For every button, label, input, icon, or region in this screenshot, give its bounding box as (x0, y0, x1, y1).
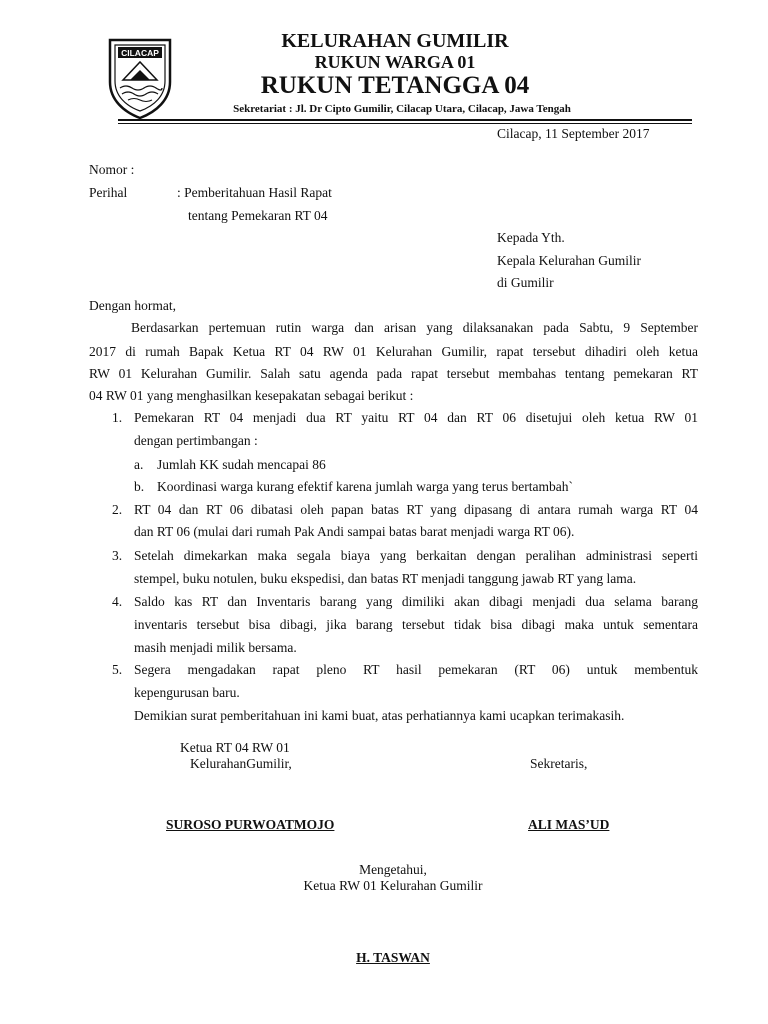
list-item-number: 2. (112, 502, 123, 517)
closing-sentence: Demikian surat pemberitahuan ini kami buat, atas perhatiannya kami ucapkan terimakasih. (134, 708, 625, 723)
intro-line-1: Berdasarkan pertemuan rutin warga dan arisan yang dilaksanakan pada Sabtu, 9 September (131, 320, 698, 335)
rt-chair-title-2: KelurahanGumilir, (190, 756, 292, 771)
letter-date: Cilacap, 11 September 2017 (497, 126, 650, 141)
intro-line-4: 04 RW 01 yang menghasilkan kesepakatan sebagai berikut : (89, 388, 414, 403)
letterhead-line-2: RUKUN WARGA 01 (314, 52, 476, 72)
acknowledgement-line-1: Mengetahui, (359, 862, 427, 877)
salutation: Dengan hormat, (89, 298, 176, 313)
sub-item-letter: b. (134, 479, 145, 494)
list-item-number: 4. (112, 594, 123, 609)
perihal-line-2: tentang Pemekaran RT 04 (188, 208, 328, 223)
list-item-line: Pemekaran RT 04 menjadi dua RT yaitu RT 04 dan RT 06 disetujui oleh ketua RW 01 (134, 410, 698, 425)
sub-item-text: Jumlah KK sudah mencapai 86 (157, 457, 326, 472)
sub-item-text: Koordinasi warga kurang efektif karena jumlah warga yang terus bertambah` (157, 479, 573, 494)
secretary-title: Sekretaris, (530, 756, 588, 771)
rt-chair-title-1: Ketua RT 04 RW 01 (180, 740, 290, 755)
recipient-line-2: Kepala Kelurahan Gumilir (497, 253, 641, 268)
list-item-line: stempel, buku notulen, buku ekspedisi, dan batas RT menjadi tanggung jawab RT yang lama. (134, 571, 637, 586)
recipient-line-1: Kepada Yth. (497, 230, 565, 245)
sub-item-letter: a. (134, 457, 144, 472)
list-item-line: Segera mengadakan rapat pleno RT hasil pemekaran (RT 06) untuk membentuk (134, 662, 698, 677)
header-rule-thin (118, 123, 692, 124)
perihal-line-1: : Pemberitahuan Hasil Rapat (177, 185, 332, 200)
nomor-label: Nomor : (89, 162, 135, 177)
intro-line-2: 2017 di rumah Bapak Ketua RT 04 RW 01 Kelurahan Gumilir, rapat tersebut dihadiri oleh ketua (89, 344, 698, 359)
list-item-number: 5. (112, 662, 123, 677)
list-item-line: kepengurusan baru. (134, 685, 240, 700)
list-item-number: 3. (112, 548, 123, 563)
rw-chair-name: H. TASWAN (356, 950, 430, 965)
list-item-line: inventaris tersebut bisa dibagi, jika barang tersebut tidak bisa dibagi maka untuk sementara (134, 617, 698, 632)
list-item-line: Setelah dimekarkan maka segala biaya yang berkaitan dengan peralihan administrasi seperti (134, 548, 698, 563)
logo-text: CILACAP (121, 48, 159, 58)
list-item-line: RT 04 dan RT 06 dibatasi oleh papan batas RT yang dipasang di antara rumah warga RT 04 (134, 502, 698, 517)
list-item-line: dan RT 06 (mulai dari rumah Pak Andi sampai batas barat menjadi warga RT 06). (134, 524, 575, 539)
acknowledgement-line-2: Ketua RW 01 Kelurahan Gumilir (303, 878, 483, 893)
list-item-line: Saldo kas RT dan Inventaris barang yang dimiliki akan dibagi menjadi dua selama barang (134, 594, 698, 609)
letterhead-line-1: KELURAHAN GUMILIR (281, 30, 509, 52)
secretary-name: ALI MAS’UD (528, 817, 610, 832)
rt-chair-name: SUROSO PURWOATMOJO (166, 817, 335, 832)
list-item-line: dengan pertimbangan : (134, 433, 258, 448)
perihal-label: Perihal (89, 185, 128, 200)
header-rule-thick (118, 119, 692, 121)
list-item-number: 1. (112, 410, 123, 425)
recipient-line-3: di Gumilir (497, 275, 554, 290)
letterhead-line-3: RUKUN TETANGGA 04 (260, 72, 530, 99)
secretariat-address: Sekretariat : Jl. Dr Cipto Gumilir, Cilacap Utara, Cilacap, Jawa Tengah (233, 103, 571, 115)
list-item-line: masih menjadi milik bersama. (134, 640, 297, 655)
intro-line-3: RW 01 Kelurahan Gumilir. Salah satu agenda pada rapat tersebut membahas tentang pemekaran RT (89, 366, 698, 381)
